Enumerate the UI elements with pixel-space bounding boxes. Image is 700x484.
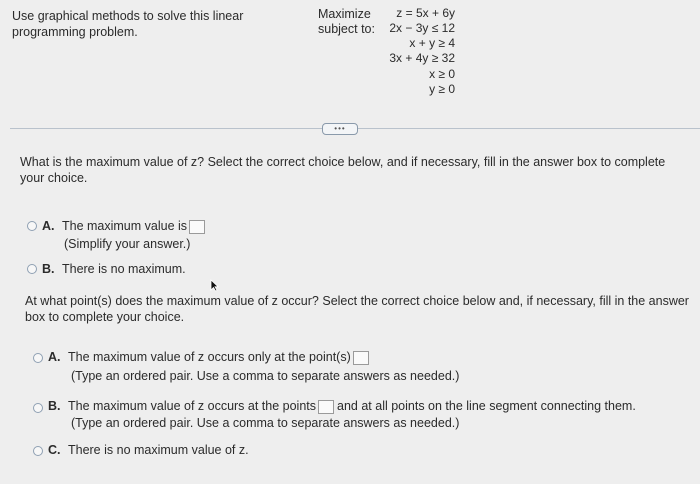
- q2-option-a[interactable]: [48, 349, 369, 365]
- objective-function: z = 5x + 6y: [396, 6, 455, 20]
- q2-option-a-hint: (Type an ordered pair. Use a comma to separate answers as needed.): [71, 369, 460, 383]
- constraint-4: x ≥ 0: [429, 67, 455, 81]
- q1-option-a[interactable]: [42, 218, 205, 234]
- q1-option-b-text: There is no maximum.: [61, 262, 186, 276]
- question-1-line-2: your choice.: [20, 171, 88, 185]
- q1-option-a-text: The maximum value is: [61, 219, 188, 233]
- q2-option-c-radio[interactable]: [33, 446, 43, 456]
- q1-option-a-radio[interactable]: [27, 221, 37, 231]
- question-1-line-1: What is the maximum value of z? Select the correct choice below, and if necessary, fill in the answer box to complete: [20, 155, 666, 169]
- q1-option-b-letter: B.: [42, 262, 55, 276]
- q1-option-b-radio[interactable]: [27, 264, 37, 274]
- expand-more-button[interactable]: •••: [322, 123, 358, 135]
- q1-option-a-hint: (Simplify your answer.): [64, 237, 191, 251]
- q2-option-b[interactable]: [48, 398, 636, 414]
- subject-to-label: subject to:: [318, 22, 375, 36]
- instruction-line-1: Use graphical methods to solve this linear: [12, 9, 244, 23]
- maximize-label: Maximize: [318, 7, 371, 21]
- q2-option-b-hint: (Type an ordered pair. Use a comma to separate answers as needed.): [71, 416, 460, 430]
- q2-option-c[interactable]: [48, 442, 249, 458]
- point-answer-box[interactable]: [353, 351, 369, 365]
- question-2-line-2: box to complete your choice.: [25, 310, 185, 324]
- max-value-answer-box[interactable]: [189, 220, 205, 234]
- question-2-line-1: At what point(s) does the maximum value of z occur? Select the correct choice below and, if necessary, fill in the answer: [25, 294, 689, 308]
- q2-option-c-letter: C.: [48, 443, 61, 457]
- constraint-5: y ≥ 0: [429, 82, 455, 96]
- mouse-cursor-icon: [210, 279, 219, 292]
- q2-option-a-text: The maximum value of z occurs only at the point(s): [67, 350, 351, 364]
- q2-option-b-letter: B.: [48, 399, 61, 413]
- instruction-line-2: programming problem.: [12, 25, 138, 39]
- q2-option-a-letter: A.: [48, 350, 61, 364]
- constraint-3: 3x + 4y ≥ 32: [389, 51, 455, 65]
- q2-option-b-radio[interactable]: [33, 403, 43, 413]
- q2-option-a-radio[interactable]: [33, 353, 43, 363]
- q2-option-c-text: There is no maximum value of z.: [67, 443, 249, 457]
- q2-option-b-text-1: The maximum value of z occurs at the points: [67, 399, 317, 413]
- constraint-2: x + y ≥ 4: [409, 36, 455, 50]
- q2-option-b-text-2: and at all points on the line segment connecting them.: [337, 399, 636, 413]
- endpoints-answer-box[interactable]: [318, 400, 334, 414]
- q1-option-b[interactable]: [42, 261, 186, 277]
- constraint-1: 2x − 3y ≤ 12: [389, 21, 455, 35]
- q1-option-a-letter: A.: [42, 219, 55, 233]
